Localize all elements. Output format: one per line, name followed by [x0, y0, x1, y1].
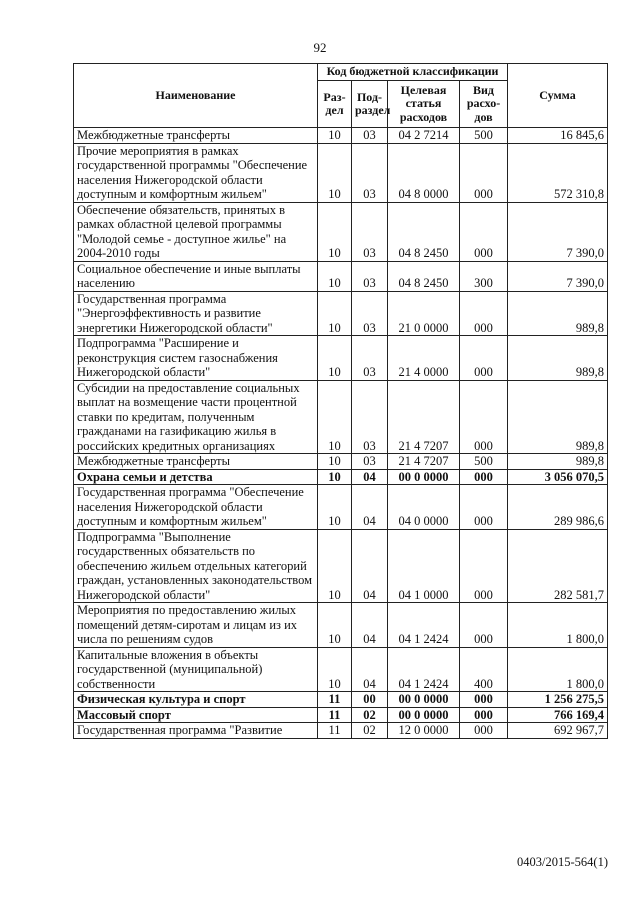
table-row [74, 469, 608, 485]
row-vid: 000 [460, 723, 508, 739]
row-name: Массовый спорт [74, 707, 318, 723]
row-sum: 1 800,0 [508, 603, 608, 648]
row-sum: 7 390,0 [508, 202, 608, 261]
row-name: Мероприятия по предоставлению жилых помещений детям-сиротам и лицам из их числа по решениям судов [74, 603, 318, 648]
row-podrazdel: 02 [352, 723, 388, 739]
row-vid: 000 [460, 291, 508, 336]
row-sum: 692 967,7 [508, 723, 608, 739]
budget-table [73, 63, 608, 739]
row-sum: 989,8 [508, 454, 608, 470]
row-razdel: 10 [318, 647, 352, 692]
row-razdel: 11 [318, 692, 352, 708]
row-name: Обеспечение обязательств, принятых в рамках областной целевой программы "Молодой семье - доступное жилье" на 2004-2010 годы [74, 202, 318, 261]
row-podrazdel: 04 [352, 603, 388, 648]
row-sum: 766 169,4 [508, 707, 608, 723]
table-body [74, 128, 608, 739]
row-razdel: 10 [318, 202, 352, 261]
header-sum: Сумма [508, 64, 608, 128]
row-podrazdel: 00 [352, 692, 388, 708]
row-podrazdel: 04 [352, 529, 388, 603]
row-target: 21 0 0000 [388, 291, 460, 336]
header-podrazdel: Под- раздел [352, 81, 388, 128]
row-vid: 000 [460, 143, 508, 202]
row-name: Капитальные вложения в объекты государственной (муниципальной) собственности [74, 647, 318, 692]
row-razdel: 10 [318, 529, 352, 603]
row-target: 21 4 7207 [388, 454, 460, 470]
row-razdel: 11 [318, 707, 352, 723]
header-vid: Вид расхо- дов [460, 81, 508, 128]
row-sum: 572 310,8 [508, 143, 608, 202]
row-name: Субсидии на предоставление социальных выплат на возмещение части процентной ставки по кредитам, полученным гражданами на газификацию жилья в российских кредитных организациях [74, 380, 318, 454]
row-vid: 000 [460, 469, 508, 485]
table-row [74, 723, 608, 739]
row-podrazdel: 04 [352, 485, 388, 530]
header-razdel: Раз- дел [318, 81, 352, 128]
row-vid: 300 [460, 261, 508, 291]
row-razdel: 10 [318, 380, 352, 454]
row-sum: 3 056 070,5 [508, 469, 608, 485]
row-sum: 1 256 275,5 [508, 692, 608, 708]
table-row [74, 380, 608, 454]
row-vid: 500 [460, 128, 508, 144]
row-podrazdel: 03 [352, 291, 388, 336]
row-sum: 7 390,0 [508, 261, 608, 291]
row-vid: 000 [460, 202, 508, 261]
row-target: 21 4 0000 [388, 336, 460, 381]
header-target: Целевая статья расходов [388, 81, 460, 128]
row-name: Подпрограмма "Расширение и реконструкция систем газоснабжения Нижегородской области" [74, 336, 318, 381]
row-target: 04 8 2450 [388, 202, 460, 261]
row-podrazdel: 03 [352, 202, 388, 261]
row-razdel: 10 [318, 336, 352, 381]
row-vid: 000 [460, 336, 508, 381]
row-razdel: 11 [318, 723, 352, 739]
row-target: 12 0 0000 [388, 723, 460, 739]
row-vid: 000 [460, 603, 508, 648]
row-razdel: 10 [318, 291, 352, 336]
table-row [74, 261, 608, 291]
row-target: 04 2 7214 [388, 128, 460, 144]
row-razdel: 10 [318, 261, 352, 291]
table-row [74, 454, 608, 470]
row-name: Межбюджетные трансферты [74, 128, 318, 144]
table-row [74, 485, 608, 530]
row-vid: 000 [460, 529, 508, 603]
row-name: Межбюджетные трансферты [74, 454, 318, 470]
document-code: 0403/2015-564(1) [517, 855, 608, 869]
row-name: Государственная программа "Развитие [74, 723, 318, 739]
header-name: Наименование [74, 64, 318, 128]
row-podrazdel: 03 [352, 143, 388, 202]
row-target: 00 0 0000 [388, 707, 460, 723]
table-row [74, 529, 608, 603]
row-razdel: 10 [318, 469, 352, 485]
row-target: 00 0 0000 [388, 469, 460, 485]
row-sum: 16 845,6 [508, 128, 608, 144]
row-target: 21 4 7207 [388, 380, 460, 454]
row-vid: 500 [460, 454, 508, 470]
row-razdel: 10 [318, 603, 352, 648]
row-vid: 000 [460, 692, 508, 708]
table-header [74, 64, 608, 128]
row-podrazdel: 04 [352, 647, 388, 692]
row-sum: 989,8 [508, 336, 608, 381]
row-podrazdel: 03 [352, 454, 388, 470]
row-target: 00 0 0000 [388, 692, 460, 708]
table-row [74, 707, 608, 723]
table-row [74, 603, 608, 648]
row-name: Социальное обеспечение и иные выплаты населению [74, 261, 318, 291]
row-target: 04 8 0000 [388, 143, 460, 202]
row-podrazdel: 03 [352, 336, 388, 381]
row-name: Государственная программа "Обеспечение населения Нижегородской области доступным и комфортным жильем" [74, 485, 318, 530]
row-razdel: 10 [318, 143, 352, 202]
row-podrazdel: 02 [352, 707, 388, 723]
row-target: 04 1 2424 [388, 647, 460, 692]
row-razdel: 10 [318, 485, 352, 530]
table-row [74, 143, 608, 202]
header-code-group: Код бюджетной классификации [318, 64, 508, 81]
row-target: 04 0 0000 [388, 485, 460, 530]
row-target: 04 1 0000 [388, 529, 460, 603]
row-sum: 289 986,6 [508, 485, 608, 530]
row-vid: 000 [460, 707, 508, 723]
row-target: 04 1 2424 [388, 603, 460, 648]
table-row [74, 202, 608, 261]
row-name: Охрана семьи и детства [74, 469, 318, 485]
row-name: Прочие мероприятия в рамках государственной программы "Обеспечение населения Нижегородской области доступным и комфортным жильем" [74, 143, 318, 202]
row-sum: 282 581,7 [508, 529, 608, 603]
row-sum: 989,8 [508, 380, 608, 454]
row-name: Подпрограмма "Выполнение государственных обязательств по обеспечению жильем отдельных категорий граждан, установленных законодательством Нижегородской области" [74, 529, 318, 603]
row-vid: 000 [460, 380, 508, 454]
row-vid: 000 [460, 485, 508, 530]
row-target: 04 8 2450 [388, 261, 460, 291]
row-razdel: 10 [318, 454, 352, 470]
table-row [74, 692, 608, 708]
row-podrazdel: 03 [352, 380, 388, 454]
page-number: 92 [313, 40, 327, 55]
row-razdel: 10 [318, 128, 352, 144]
table-row [74, 128, 608, 144]
row-podrazdel: 03 [352, 261, 388, 291]
row-podrazdel: 03 [352, 128, 388, 144]
table-row [74, 647, 608, 692]
row-sum: 1 800,0 [508, 647, 608, 692]
table-row [74, 336, 608, 381]
row-sum: 989,8 [508, 291, 608, 336]
row-name: Государственная программа "Энергоэффективность и развитие энергетики Нижегородской области" [74, 291, 318, 336]
row-podrazdel: 04 [352, 469, 388, 485]
row-name: Физическая культура и спорт [74, 692, 318, 708]
table-row [74, 291, 608, 336]
row-vid: 400 [460, 647, 508, 692]
